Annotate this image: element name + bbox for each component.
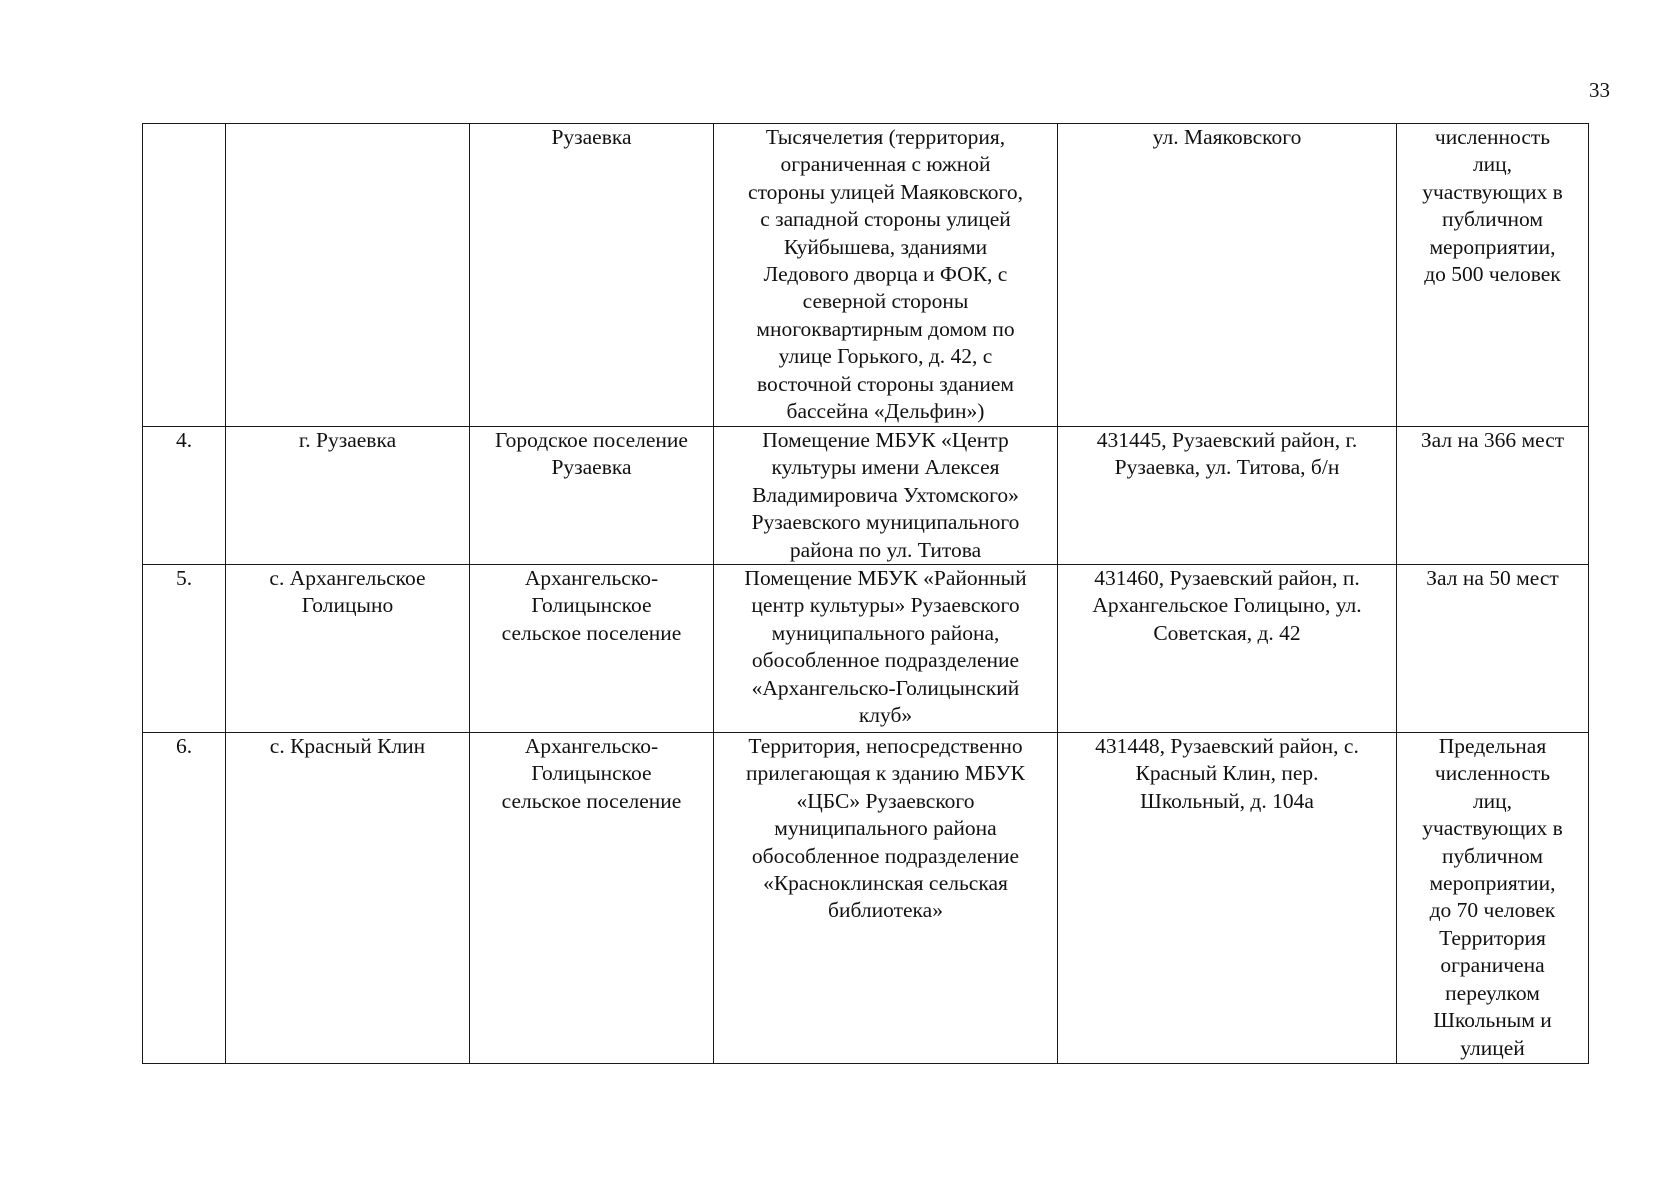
- locality-cell: [226, 124, 470, 427]
- address-cell: ул. Маяковского: [1058, 124, 1397, 427]
- venues-table: [142, 123, 1589, 1064]
- table-row: [143, 124, 1589, 427]
- place-cell: Помещение МБУК «Районный центр культуры» Рузаевского муниципального района, обособленное подразделение «Архангельско-Голицынский клуб»: [714, 565, 1058, 733]
- place-cell: Тысячелетия (территория, ограниченная с южной стороны улицей Маяковского, с западной стороны улицей Куйбышева, зданиями Ледового дворца и ФОК, с северной стороны многоквартирным домом по улице Горького, д. 42, с восточной стороны зданием бассейна «Дельфин»): [714, 124, 1058, 427]
- page-number: 33: [1589, 78, 1610, 102]
- locality-cell: с. Красный Клин: [226, 733, 470, 1064]
- place-cell: Территория, непосредственно прилегающая к зданию МБУК «ЦБС» Рузаевского муниципального района обособленное подразделение «Красноклинская сельская библиотека»: [714, 733, 1058, 1064]
- table-row: [143, 733, 1589, 1064]
- row-number-cell: [143, 124, 226, 427]
- address-cell: 431445, Рузаевский район, г. Рузаевка, ул. Титова, б/н: [1058, 427, 1397, 565]
- settlement-cell: Архангельско- Голицынское сельское поселение: [470, 733, 714, 1064]
- table-row: [143, 565, 1589, 733]
- locality-cell: г. Рузаевка: [226, 427, 470, 565]
- table-row: [143, 427, 1589, 565]
- row-number-cell: 6.: [143, 733, 226, 1064]
- capacity-cell: Зал на 366 мест: [1397, 427, 1589, 565]
- settlement-cell: Архангельско- Голицынское сельское поселение: [470, 565, 714, 733]
- capacity-cell: численность лиц, участвующих в публичном мероприятии, до 500 человек: [1397, 124, 1589, 427]
- capacity-cell: Зал на 50 мест: [1397, 565, 1589, 733]
- settlement-cell: Рузаевка: [470, 124, 714, 427]
- locality-cell: с. Архангельское Голицыно: [226, 565, 470, 733]
- capacity-cell: Предельная численность лиц, участвующих в публичном мероприятии, до 70 человек Территория ограничена переулком Школьным и улицей: [1397, 733, 1589, 1064]
- address-cell: 431448, Рузаевский район, с. Красный Клин, пер. Школьный, д. 104а: [1058, 733, 1397, 1064]
- row-number-cell: 5.: [143, 565, 226, 733]
- row-number-cell: 4.: [143, 427, 226, 565]
- settlement-cell: Городское поселение Рузаевка: [470, 427, 714, 565]
- place-cell: Помещение МБУК «Центр культуры имени Алексея Владимировича Ухтомского» Рузаевского муниципального района по ул. Титова: [714, 427, 1058, 565]
- address-cell: 431460, Рузаевский район, п. Архангельское Голицыно, ул. Советская, д. 42: [1058, 565, 1397, 733]
